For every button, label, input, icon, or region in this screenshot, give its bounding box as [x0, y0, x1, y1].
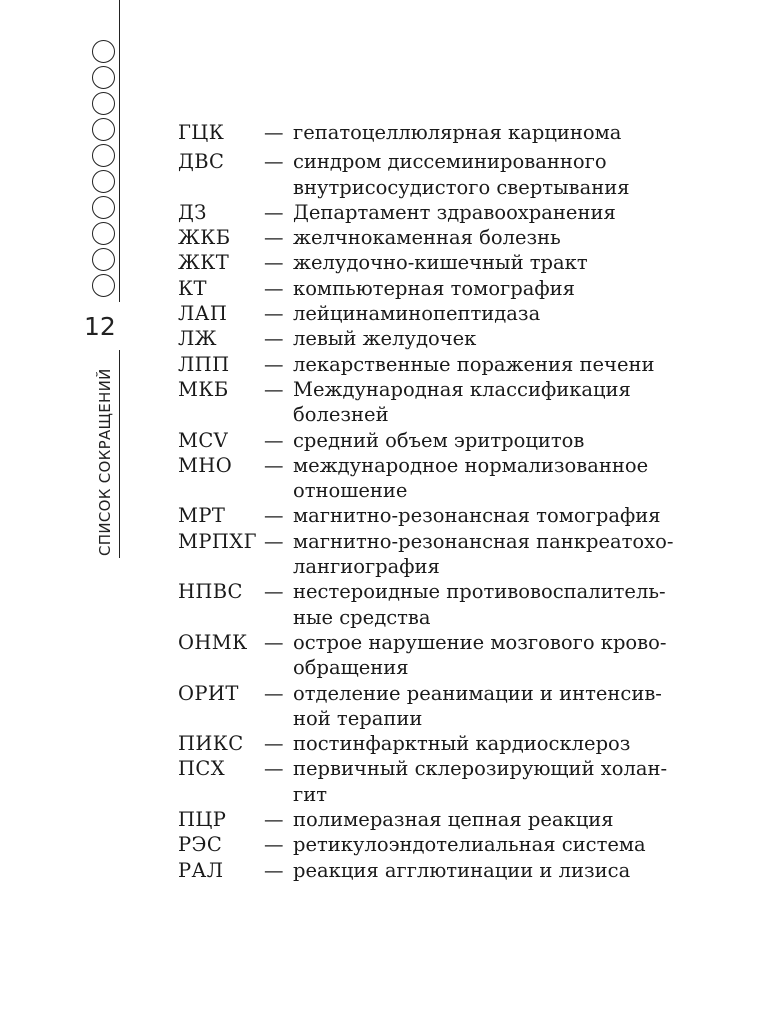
- abbreviation-term: ЛЖ: [178, 327, 217, 351]
- abbreviation-term: ЖКТ: [178, 251, 230, 275]
- abbreviation-list: [178, 120, 698, 883]
- circle-icon: [92, 118, 115, 141]
- circle-icon: [92, 92, 115, 115]
- circle-icon: [92, 170, 115, 193]
- running-head: СПИСОК СОКРАЩЕНИЙ: [96, 368, 114, 556]
- abbreviation-definition: [293, 756, 698, 807]
- abbreviation-dash: —: [264, 226, 284, 250]
- abbreviation-dash: —: [264, 453, 284, 477]
- abbreviation-term: ЛПП: [178, 352, 230, 376]
- circle-icon: [92, 274, 115, 297]
- circle-icon: [92, 248, 115, 271]
- abbreviation-definition: [293, 858, 698, 883]
- abbreviation-definition: [293, 832, 698, 857]
- abbreviation-row: [178, 731, 698, 756]
- definition-line: ные средства: [293, 605, 431, 629]
- circle-icon: [92, 222, 115, 245]
- abbreviation-row: [178, 681, 698, 732]
- definition-line: нестероидные противовоспалитель-: [293, 580, 666, 604]
- abbreviation-definition: [293, 326, 698, 351]
- abbreviation-dash: —: [264, 808, 284, 832]
- abbreviation-dash: —: [264, 352, 284, 376]
- abbreviation-term: НПВС: [178, 580, 243, 604]
- abbreviation-dash: —: [264, 630, 284, 654]
- abbreviation-row: [178, 276, 698, 301]
- abbreviation-dash: —: [264, 858, 284, 882]
- abbreviation-definition: [293, 200, 698, 225]
- abbreviation-term: МРПХГ: [178, 529, 257, 553]
- definition-line: отношение: [293, 479, 408, 503]
- definition-line: ретикулоэндотелиальная система: [293, 833, 646, 857]
- abbreviation-row: [178, 807, 698, 832]
- margin-rule-top: [119, 0, 120, 302]
- abbreviation-definition: [293, 681, 698, 732]
- abbreviation-term: ДЗ: [178, 200, 207, 224]
- definition-line: гит: [293, 782, 328, 806]
- abbreviation-term: MCV: [178, 428, 229, 452]
- abbreviation-term: КТ: [178, 276, 207, 300]
- definition-line: острое нарушение мозгового крово-: [293, 630, 667, 654]
- abbreviation-dash: —: [264, 377, 284, 401]
- abbreviation-term: ОНМК: [178, 630, 248, 654]
- abbreviation-definition: [293, 630, 698, 681]
- abbreviation-row: [178, 529, 698, 580]
- definition-line: первичный склерозирующий холан-: [293, 757, 668, 781]
- abbreviation-term: ОРИТ: [178, 681, 239, 705]
- abbreviation-row: [178, 428, 698, 453]
- abbreviation-dash: —: [264, 251, 284, 275]
- abbreviation-dash: —: [264, 121, 284, 144]
- abbreviation-definition: [293, 120, 698, 145]
- definition-line: гепатоцеллюлярная карцинома: [293, 121, 622, 144]
- definition-line: лейцинаминопептидаза: [293, 302, 541, 326]
- abbreviation-dash: —: [264, 681, 284, 705]
- definition-line: желудочно-кишечный тракт: [293, 251, 588, 275]
- abbreviation-definition: [293, 276, 698, 301]
- definition-line: отделение реанимации и интенсив-: [293, 681, 662, 705]
- definition-line: болезней: [293, 403, 389, 427]
- abbreviation-definition: [293, 807, 698, 832]
- abbreviation-definition: [293, 225, 698, 250]
- definition-line: реакция агглютинации и лизиса: [293, 858, 631, 882]
- abbreviation-dash: —: [264, 529, 284, 553]
- abbreviation-row: [178, 630, 698, 681]
- abbreviation-row: [178, 326, 698, 351]
- definition-line: желчнокаменная болезнь: [293, 226, 561, 250]
- definition-line: магнитно-резонансная томография: [293, 504, 661, 528]
- abbreviation-dash: —: [264, 504, 284, 528]
- abbreviation-definition: [293, 453, 698, 504]
- abbreviation-dash: —: [264, 302, 284, 326]
- abbreviation-row: [178, 352, 698, 377]
- abbreviation-row: [178, 200, 698, 225]
- abbreviation-row: [178, 503, 698, 528]
- abbreviation-row: [178, 453, 698, 504]
- circle-icon: [92, 40, 115, 63]
- abbreviation-term: ГЦК: [178, 121, 225, 144]
- definition-line: Международная классификация: [293, 377, 631, 401]
- definition-line: синдром диссеминированного: [293, 150, 607, 174]
- page-number: 12: [84, 312, 116, 341]
- definition-line: ной терапии: [293, 706, 423, 730]
- abbreviation-definition: [293, 503, 698, 528]
- abbreviation-term: ЖКБ: [178, 226, 231, 250]
- abbreviation-dash: —: [264, 200, 284, 224]
- abbreviation-definition: [293, 731, 698, 756]
- definition-line: лекарственные поражения печени: [293, 352, 655, 376]
- definition-line: магнитно-резонансная панкреатохо-: [293, 529, 674, 553]
- circle-icon: [92, 196, 115, 219]
- decorative-circles: [92, 40, 118, 300]
- abbreviation-dash: —: [264, 276, 284, 300]
- definition-line: полимеразная цепная реакция: [293, 808, 614, 832]
- definition-line: лангиография: [293, 555, 440, 579]
- abbreviation-row: [178, 756, 698, 807]
- abbreviation-term: ПИКС: [178, 732, 244, 756]
- abbreviation-definition: [293, 250, 698, 275]
- definition-line: средний объем эритроцитов: [293, 428, 585, 452]
- abbreviation-row: [178, 301, 698, 326]
- margin-rule-bottom: [119, 350, 120, 558]
- abbreviation-row: [178, 579, 698, 630]
- abbreviation-definition: [293, 352, 698, 377]
- abbreviation-dash: —: [264, 757, 284, 781]
- circle-icon: [92, 144, 115, 167]
- abbreviation-dash: —: [264, 732, 284, 756]
- abbreviation-row: [178, 120, 698, 145]
- abbreviation-term: ПСХ: [178, 757, 226, 781]
- abbreviation-term: РАЛ: [178, 858, 224, 882]
- abbreviation-term: МКБ: [178, 377, 229, 401]
- abbreviation-definition: [293, 149, 698, 200]
- abbreviation-row: [178, 858, 698, 883]
- abbreviation-dash: —: [264, 327, 284, 351]
- definition-line: левый желудочек: [293, 327, 477, 351]
- abbreviation-row: [178, 250, 698, 275]
- abbreviation-term: МРТ: [178, 504, 226, 528]
- abbreviation-row: [178, 149, 698, 200]
- abbreviation-row: [178, 832, 698, 857]
- abbreviation-row: [178, 225, 698, 250]
- abbreviation-row: [178, 377, 698, 428]
- definition-line: Департамент здравоохранения: [293, 200, 616, 224]
- abbreviation-dash: —: [264, 150, 284, 174]
- abbreviation-term: ДВС: [178, 150, 225, 174]
- definition-line: обращения: [293, 656, 409, 680]
- abbreviation-term: МНО: [178, 453, 233, 477]
- definition-line: постинфарктный кардиосклероз: [293, 732, 631, 756]
- abbreviation-definition: [293, 579, 698, 630]
- abbreviation-dash: —: [264, 833, 284, 857]
- circle-icon: [92, 66, 115, 89]
- abbreviation-dash: —: [264, 428, 284, 452]
- abbreviation-term: РЭС: [178, 833, 223, 857]
- abbreviation-definition: [293, 301, 698, 326]
- abbreviation-term: ПЦР: [178, 808, 227, 832]
- abbreviation-term: ЛАП: [178, 302, 228, 326]
- definition-line: компьютерная томография: [293, 276, 575, 300]
- definition-line: внутрисосудистого свертывания: [293, 175, 630, 199]
- definition-line: международное нормализованное: [293, 453, 649, 477]
- abbreviation-definition: [293, 428, 698, 453]
- abbreviation-dash: —: [264, 580, 284, 604]
- abbreviation-definition: [293, 377, 698, 428]
- abbreviation-definition: [293, 529, 698, 580]
